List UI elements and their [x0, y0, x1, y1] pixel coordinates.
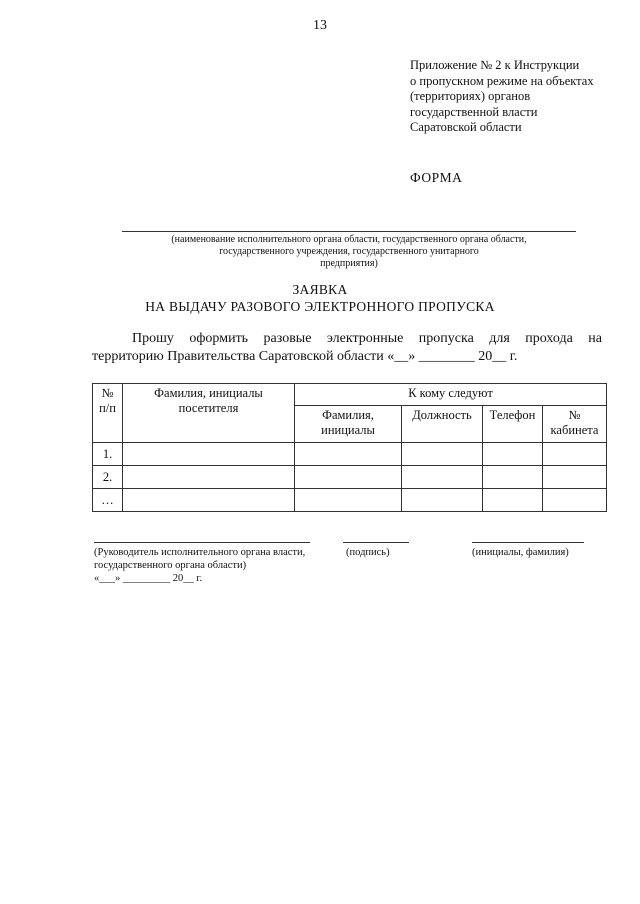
- org-caption-line: предприятия): [320, 258, 378, 269]
- appendix-block: [410, 58, 620, 136]
- table-cell[interactable]: [295, 443, 402, 466]
- request-text-line2: территорию Правительства Саратовской области «__» ________ 20__ г.: [92, 349, 518, 364]
- table-row-number: 2.: [93, 466, 123, 489]
- head-caption-line: государственного органа области): [94, 560, 247, 571]
- appendix-line: о пропускном режиме на объектах: [410, 73, 594, 88]
- table-cell[interactable]: [483, 466, 543, 489]
- table-cell[interactable]: [402, 489, 483, 512]
- document-subtitle: НА ВЫДАЧУ РАЗОВОГО ЭЛЕКТРОННОГО ПРОПУСКА: [145, 299, 495, 314]
- table-cell[interactable]: [123, 443, 295, 466]
- initials-line: [472, 542, 584, 543]
- org-name-caption: [140, 234, 558, 270]
- appendix-line: государственной власти: [410, 104, 538, 119]
- header-visitor: Фамилия, инициалы посетителя: [123, 384, 295, 443]
- form-label: ФОРМА: [410, 170, 463, 185]
- page-number: 13: [313, 18, 327, 33]
- table-cell[interactable]: [295, 466, 402, 489]
- header-destination-group: К кому следуют: [295, 384, 607, 406]
- table-cell[interactable]: [543, 466, 607, 489]
- head-caption: [94, 546, 334, 585]
- appendix-line: (территориях) органов: [410, 89, 531, 103]
- table-row-number: 1.: [93, 443, 123, 466]
- header-host-office: № кабинета: [543, 406, 607, 443]
- header-host-position: Должность: [402, 406, 483, 443]
- table-cell[interactable]: [402, 443, 483, 466]
- document-title: ЗАЯВКА: [292, 282, 348, 297]
- table-cell[interactable]: [483, 489, 543, 512]
- table-cell[interactable]: [123, 466, 295, 489]
- table-row-number: …: [93, 489, 123, 512]
- table-cell[interactable]: [543, 443, 607, 466]
- header-number: № п/п: [93, 384, 123, 443]
- appendix-line: Приложение № 2 к Инструкции: [410, 58, 580, 72]
- header-host-name: Фамилия, инициалы: [295, 406, 402, 443]
- table-cell[interactable]: [402, 466, 483, 489]
- signature-caption: (подпись): [346, 547, 390, 558]
- signature-line: [343, 542, 409, 543]
- appendix-line: Саратовской области: [410, 120, 522, 134]
- header-host-phone: Телефон: [483, 406, 543, 443]
- org-caption-line: (наименование исполнительного органа области, государственного органа области,: [171, 234, 527, 245]
- table-cell[interactable]: [543, 489, 607, 512]
- date-line: «___» _________ 20__ г.: [94, 573, 203, 584]
- head-caption-line: (Руководитель исполнительного органа власти,: [94, 547, 306, 558]
- table-cell[interactable]: [295, 489, 402, 512]
- initials-caption: (инициалы, фамилия): [472, 547, 569, 558]
- table-cell[interactable]: [483, 443, 543, 466]
- org-caption-line: государственного учреждения, государственного унитарного: [219, 246, 479, 257]
- head-signature-line: [94, 542, 310, 543]
- request-text-line1: Прошу оформить разовые электронные пропуска для прохода на: [132, 331, 602, 346]
- visitors-table: [92, 383, 607, 512]
- table-cell[interactable]: [123, 489, 295, 512]
- org-name-line: [122, 231, 576, 232]
